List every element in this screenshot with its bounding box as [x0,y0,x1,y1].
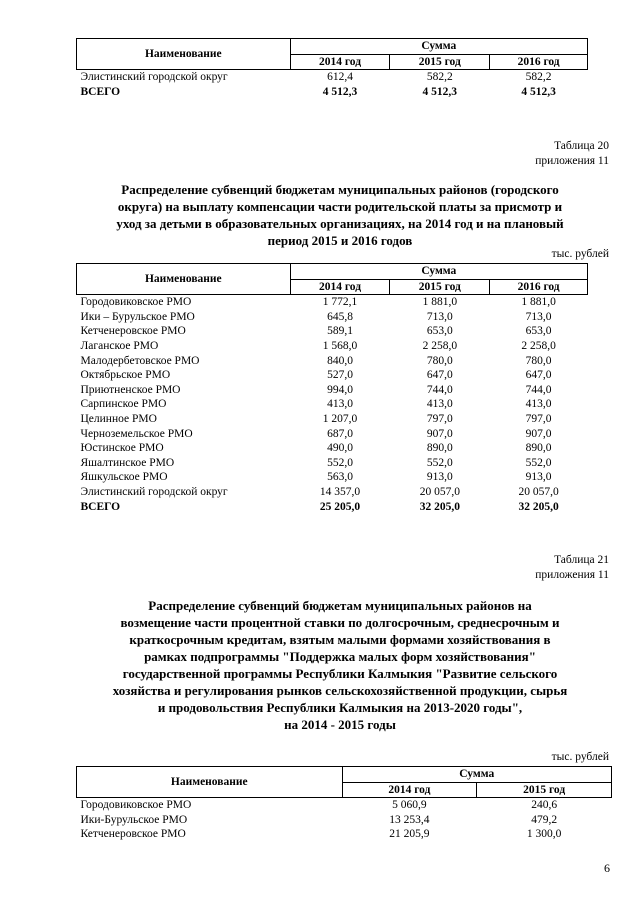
top-table [76,38,588,99]
table-row [77,427,588,442]
row-value: 913,0 [426,471,453,484]
header-year: 2015 год [390,279,490,295]
title-line: государственной программы Республики Калмыкия "Развитие сельского [122,666,558,681]
row-value: 552,0 [426,456,453,469]
row-value: 32 205,0 [419,500,460,513]
table-21 [76,766,612,842]
row-value: 713,0 [426,310,453,323]
row-value: 645,8 [327,310,353,323]
row-value: 14 357,0 [319,485,361,498]
row-name: Кетченеровское РМО [80,828,186,841]
title-line: округа) на выплату компенсации части родительской платы за присмотр и [117,199,563,214]
row-value: 687,0 [327,427,353,440]
row-name: Элистинский городской округ [80,485,228,498]
row-value: 552,0 [525,456,552,469]
row-value: 413,0 [426,398,453,411]
row-name: Ики-Бурульское РМО [80,813,188,826]
table-row [77,485,588,500]
row-name: Черноземельское РМО [80,427,193,440]
title-line: возмещение части процентной ставки по долгосрочным, среднесрочным и [120,615,560,630]
table-number: Таблица 21 [554,554,609,566]
row-value: 2 258,0 [521,339,556,352]
page-number: 6 [604,861,610,875]
table-row [77,383,588,398]
row-name: Юстинское РМО [80,442,164,455]
header-year: 2014 год [290,279,390,295]
row-value: 4 512,3 [422,85,458,98]
table-row [77,70,588,85]
total-row [77,85,588,100]
header-year: 2014 год [290,54,390,70]
row-value: 797,0 [525,412,552,425]
row-name: Сарпинское РМО [80,398,167,411]
table-20-title [70,181,610,249]
title-line: хозяйства и регулирования рынков сельскохозяйственной продукции, сырья [112,683,568,698]
row-value: 479,2 [531,813,558,826]
title-line: уход за детьми в образовательных организациях, на 2014 год и на плановый [116,216,564,231]
header-year: 2016 год [490,279,588,295]
row-value: 653,0 [426,325,453,338]
table-row [77,295,588,310]
row-value: 744,0 [426,383,453,396]
row-value: 840,0 [327,354,353,367]
row-value: 25 205,0 [319,500,361,513]
row-value: 890,0 [426,442,453,455]
row-name: Кетченеровское РМО [80,325,186,338]
row-name: Приютненское РМО [80,383,181,396]
row-name: Целинное РМО [80,412,157,425]
header-sum: Сумма [290,264,587,280]
header-name: Наименование [77,767,343,798]
row-value: 4 512,3 [322,85,358,98]
row-value: 744,0 [525,383,552,396]
row-value: 1 300,0 [526,828,562,841]
row-value: 907,0 [426,427,453,440]
row-value: 21 205,9 [389,828,430,841]
table-20-body [77,295,588,514]
table-row [77,354,588,369]
row-name: ВСЕГО [80,85,121,98]
header-sum: Сумма [290,39,587,55]
table-20 [76,263,588,514]
header-name: Наименование [77,264,291,295]
row-value: 780,0 [426,354,453,367]
table-row [77,827,612,842]
row-name: Лаганское РМО [80,339,159,352]
row-value: 1 881,0 [521,296,556,309]
row-value: 20 057,0 [518,485,559,498]
row-value: 4 512,3 [521,85,556,98]
top-table-body [77,70,588,100]
row-value: 552,0 [327,456,353,469]
row-value: 653,0 [525,325,552,338]
row-name: Элистинский городской округ [80,71,228,84]
table-number: Таблица 20 [554,140,609,152]
table-row [77,339,588,354]
row-value: 5 060,9 [392,799,427,812]
header-year: 2014 год [342,782,477,798]
table-row [77,441,588,456]
row-value: 1 772,1 [322,296,358,309]
table-row [77,456,588,471]
total-row [77,500,588,515]
row-value: 907,0 [525,427,552,440]
table-20-unit: тыс. рублей [551,248,609,260]
table-row [77,798,612,813]
row-value: 913,0 [525,471,552,484]
table-row [77,310,588,325]
row-name: ВСЕГО [80,500,121,513]
table-row [77,412,588,427]
row-value: 780,0 [525,354,552,367]
title-line: Распределение субвенций бюджетам муниципальных районов на [148,598,532,613]
row-value: 413,0 [525,398,552,411]
row-value: 994,0 [327,383,353,396]
header-sum: Сумма [342,767,611,783]
row-value: 647,0 [426,369,453,382]
title-line: краткосрочным кредитам, взятым малыми формами хозяйствования в [129,632,551,647]
row-value: 413,0 [327,398,353,411]
row-value: 1 207,0 [322,412,358,425]
row-value: 32 205,0 [518,500,559,513]
title-line: и продовольствия Республики Калмыкия на 2013-2020 годы", [157,700,523,715]
table-row [77,368,588,383]
table-row [77,470,588,485]
row-value: 20 057,0 [419,485,460,498]
row-value: 582,2 [525,71,552,84]
row-value: 582,2 [426,71,453,84]
header-year: 2015 год [390,54,490,70]
header-name: Наименование [77,39,291,70]
appendix-label: приложения 11 [535,569,609,581]
table-21-note [400,553,609,583]
row-name: Яшалтинское РМО [80,456,175,469]
row-value: 240,6 [531,799,558,812]
title-line: Распределение субвенций бюджетам муниципальных районов (городского [121,182,559,197]
row-value: 797,0 [426,412,453,425]
row-name: Октябрьское РМО [80,369,171,382]
row-value: 890,0 [525,442,552,455]
table-21-title [70,597,610,733]
row-value: 647,0 [525,369,552,382]
row-value: 612,4 [327,71,353,84]
table-row [77,813,612,828]
row-value: 13 253,4 [389,813,430,826]
table-row [77,324,588,339]
row-value: 589,1 [327,325,353,338]
title-line: период 2015 и 2016 годов [267,233,413,248]
table-20-note [400,139,609,169]
header-year: 2015 год [477,782,612,798]
table-21-body [77,798,612,842]
table-row [77,397,588,412]
row-name: Ики – Бурульское РМО [80,310,195,323]
row-name: Городовиковское РМО [80,799,192,812]
row-value: 1 568,0 [322,339,358,352]
title-line: рамках подпрограммы "Поддержка малых форм хозяйствования" [144,649,536,664]
appendix-label: приложения 11 [535,155,609,167]
title-line: на 2014 - 2015 годы [284,717,396,732]
header-year: 2016 год [490,54,588,70]
row-value: 490,0 [327,442,353,455]
row-value: 2 258,0 [422,339,458,352]
row-value: 713,0 [525,310,552,323]
row-name: Яшкульское РМО [80,471,168,484]
row-value: 563,0 [327,471,353,484]
row-value: 527,0 [327,369,353,382]
row-name: Городовиковское РМО [80,296,192,309]
table-21-unit: тыс. рублей [551,751,609,763]
row-name: Малодербетовское РМО [80,354,200,367]
row-value: 1 881,0 [422,296,458,309]
